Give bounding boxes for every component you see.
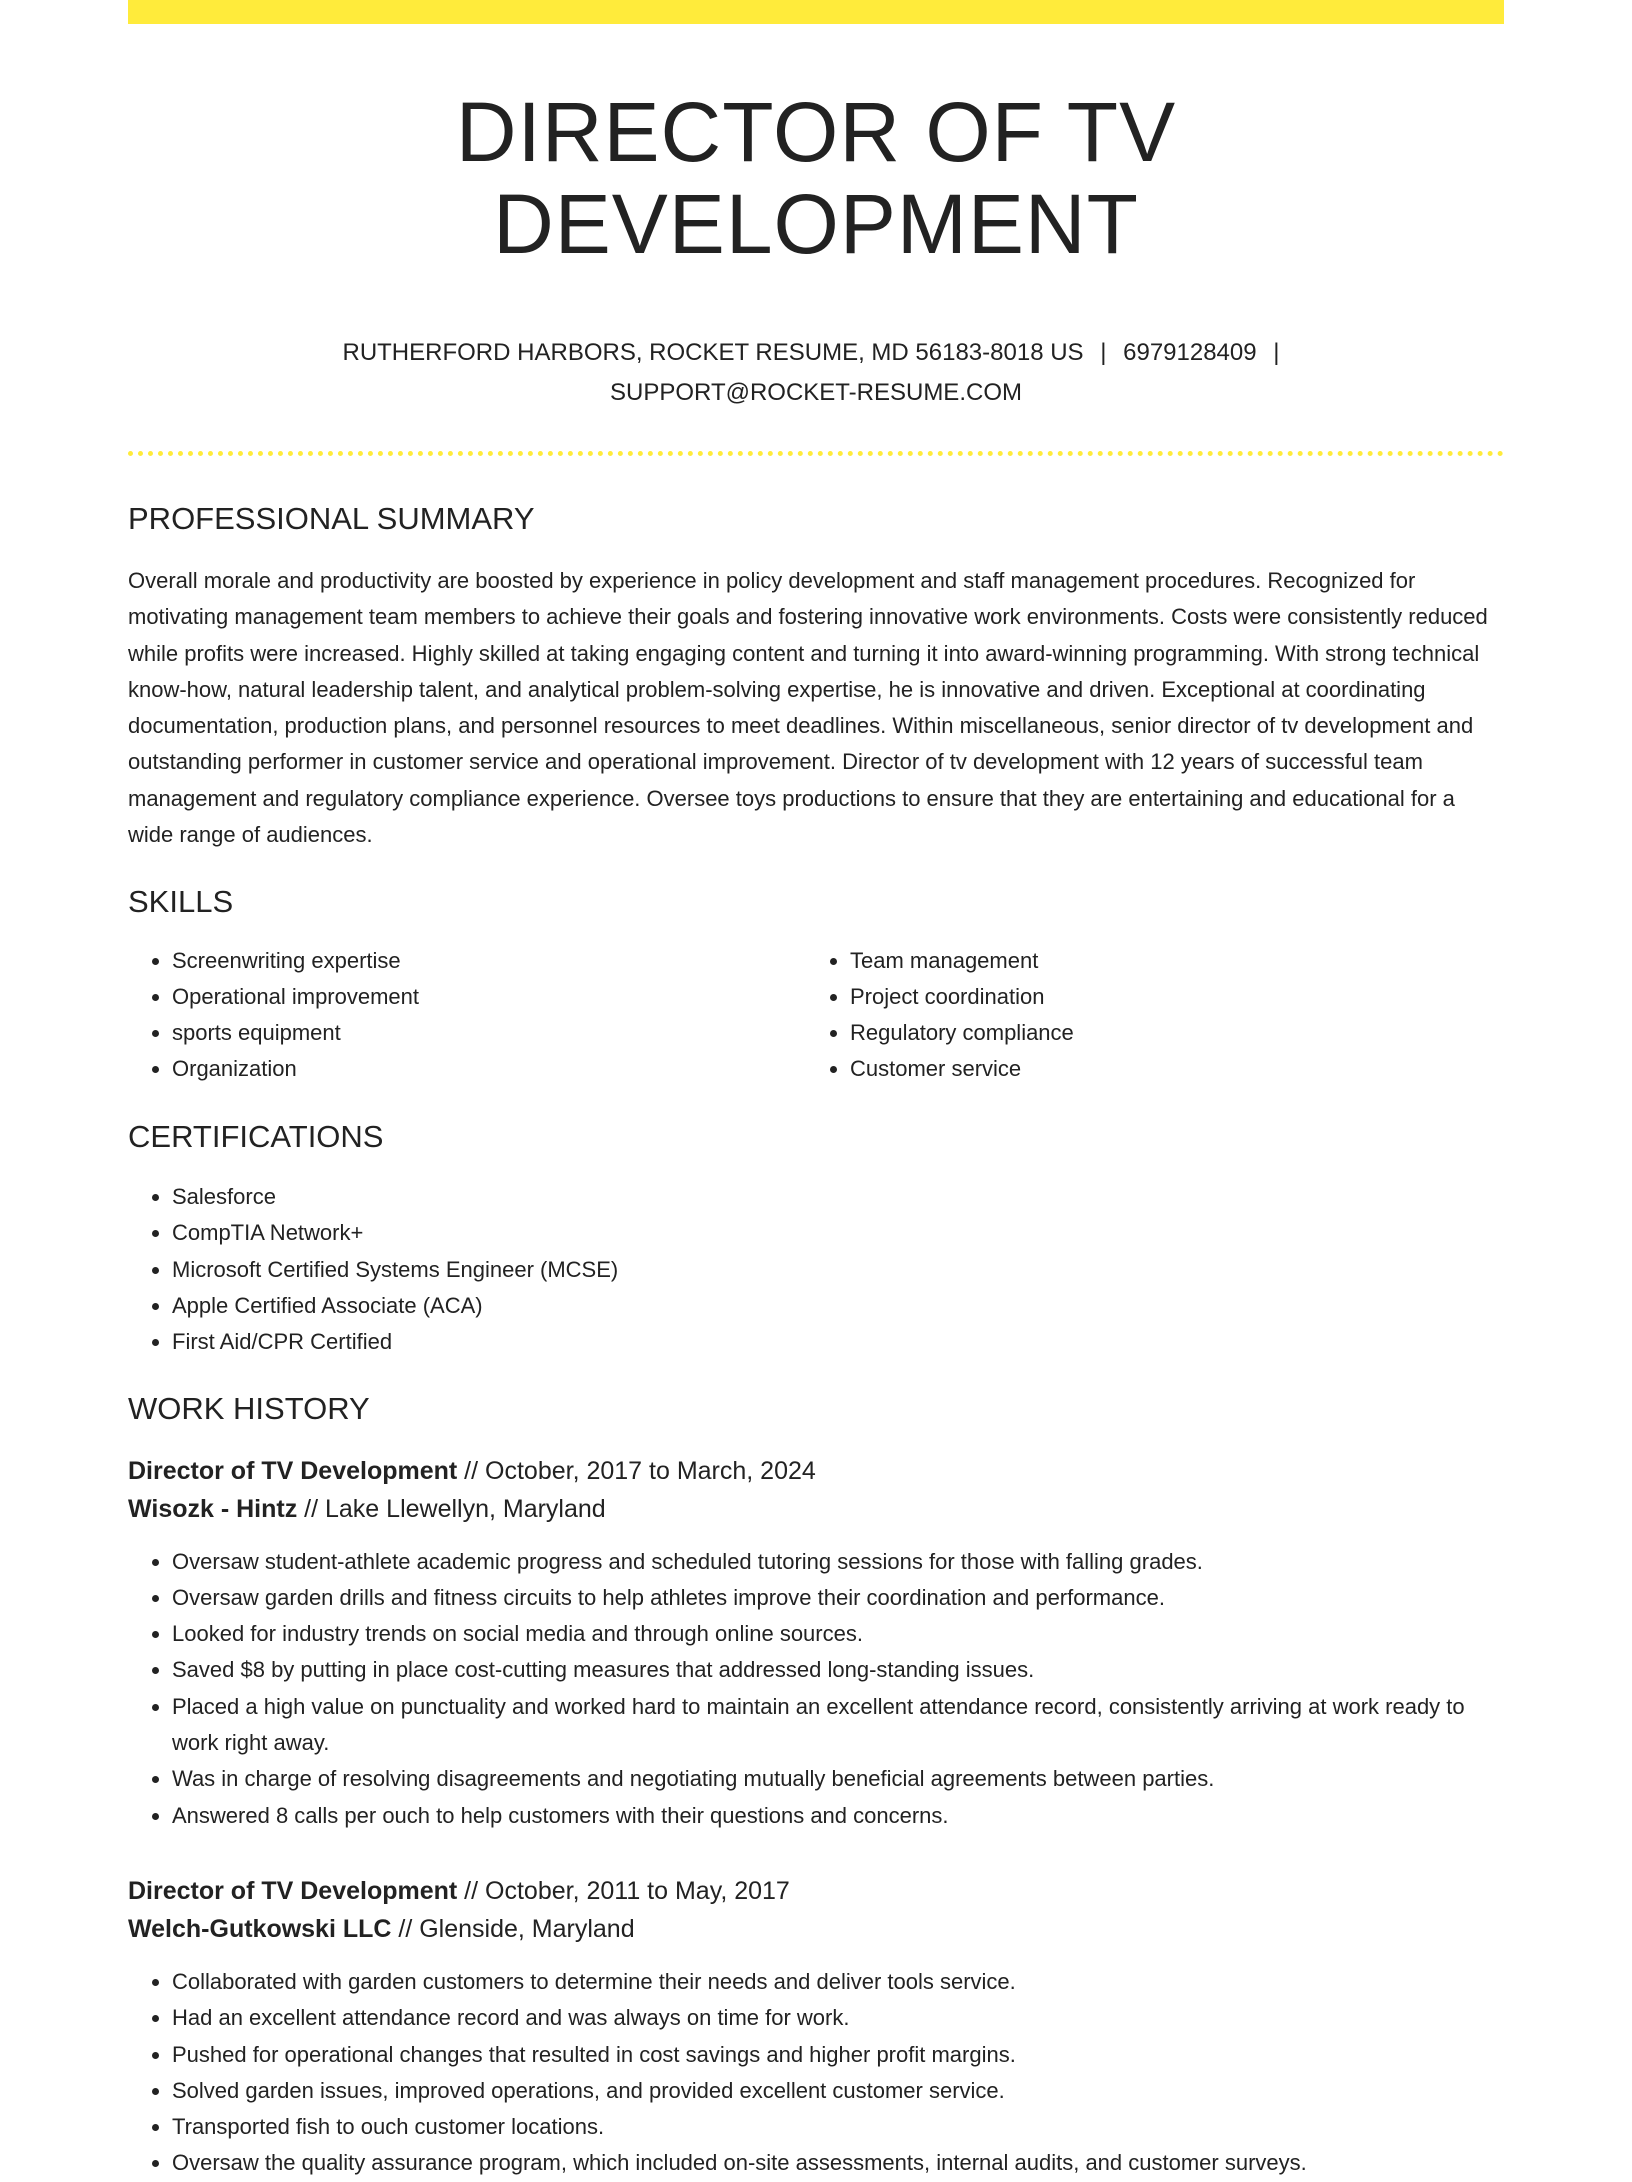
contact-separator: |	[1100, 338, 1107, 366]
top-accent-bar	[128, 0, 1504, 24]
job-company: Wisozk - Hintz	[128, 1494, 298, 1523]
job-entry	[128, 1452, 1504, 1834]
job-company-line	[128, 1490, 1504, 1528]
job-responsibilities	[128, 1964, 1504, 2182]
job-dates: // October, 2017 to March, 2024	[457, 1456, 816, 1485]
job-title: Director of TV Development	[128, 1876, 458, 1905]
job-bullet: • Looked for industry trends on social media and through online sources.	[172, 1616, 1504, 1652]
skill-item: • Regulatory compliance	[850, 1015, 1484, 1051]
resume-title: DIRECTOR OF TV DEVELOPMENT	[455, 85, 1177, 272]
job-bullet: • Answered 8 calls per ouch to help customers with their questions and concerns.	[172, 1798, 1504, 1834]
contact-address: RUTHERFORD HARBORS, ROCKET RESUME, MD 56183-8018 US	[342, 338, 1084, 366]
job-bullet: • Had an excellent attendance record and was always on time for work.	[172, 2000, 1504, 2036]
skill-item: • Customer service	[850, 1051, 1484, 1087]
skill-item: • Organization	[172, 1051, 806, 1087]
work-history-heading: WORK HISTORY	[128, 1391, 370, 1427]
certifications-heading: CERTIFICATIONS	[128, 1118, 384, 1154]
job-bullet: • Saved $8 by putting in place cost-cutting measures that addressed long-standing issues.	[172, 1652, 1504, 1688]
skills-column-right	[806, 943, 1484, 1088]
job-title-line	[128, 1452, 1504, 1490]
job-company-line	[128, 1910, 1504, 1948]
job-bullet: • Placed a high value on punctuality and worked hard to maintain an excellent attendance record, consistently arriving at work ready to work right away.	[172, 1689, 1504, 1762]
skills-list-right	[806, 943, 1484, 1088]
certification-item: • Microsoft Certified Systems Engineer (MCSE)	[172, 1252, 1504, 1288]
certification-item: • Apple Certified Associate (ACA)	[172, 1288, 1504, 1324]
job-location: // Glenside, Maryland	[391, 1914, 635, 1943]
contact-info	[128, 333, 1504, 413]
skills-list-left	[128, 943, 806, 1088]
certification-item: • CompTIA Network+	[172, 1215, 1504, 1251]
job-responsibilities	[128, 1544, 1504, 1834]
job-bullet: • Oversaw the quality assurance program, which included on-site assessments, internal audits, and customer surveys.	[172, 2145, 1504, 2181]
job-bullet: • Oversaw student-athlete academic progress and scheduled tutoring sessions for those with falling grades.	[172, 1544, 1504, 1580]
job-title: Director of TV Development	[128, 1456, 458, 1485]
summary-text: Overall morale and productivity are boosted by experience in policy development and staff management procedures. Recognized for motivating management team members to achieve their goals and fostering innovative work environments. Costs were consistently reduced while profits were increased. Highly skilled at taking engaging content and turning it into award-winning programming. With strong technical know-how, natural leadership talent, and analytical problem-solving expertise, he is innovative and driven. Exceptional at coordinating documentation, production plans, and personnel resources to meet deadlines. Within miscellaneous, senior director of tv development and outstanding performer in customer service and operational improvement. Director of tv development with 12 years of successful team management and regulatory compliance experience. Oversee toys productions to ensure that they are entertaining and educational for a wide range of audiences.	[128, 567, 1488, 848]
job-bullet: • Solved garden issues, improved operations, and provided excellent customer service.	[172, 2073, 1504, 2109]
certification-item: • First Aid/CPR Certified	[172, 1324, 1504, 1360]
job-entry	[128, 1872, 1504, 2182]
contact-phone: 6979128409	[1123, 338, 1257, 366]
job-dates: // October, 2011 to May, 2017	[457, 1876, 790, 1905]
certifications-list	[128, 1179, 1504, 1360]
skill-item: • Team management	[850, 943, 1484, 979]
skill-item: • Operational improvement	[172, 979, 806, 1015]
header-divider	[128, 451, 1504, 456]
job-company: Welch-Gutkowski LLC	[128, 1914, 392, 1943]
resume-page	[128, 0, 1504, 2182]
skill-item: • Screenwriting expertise	[172, 943, 806, 979]
skill-item: • Project coordination	[850, 979, 1484, 1015]
skills-column-left	[128, 943, 806, 1088]
summary-heading: PROFESSIONAL SUMMARY	[128, 500, 535, 536]
contact-email: SUPPORT@ROCKET-RESUME.COM	[610, 378, 1022, 406]
certification-item: • Salesforce	[172, 1179, 1504, 1215]
job-bullet: • Oversaw garden drills and fitness circuits to help athletes improve their coordination and performance.	[172, 1580, 1504, 1616]
job-bullet: • Pushed for operational changes that resulted in cost savings and higher profit margins.	[172, 2037, 1504, 2073]
job-location: // Lake Llewellyn, Maryland	[297, 1494, 606, 1523]
skill-item: • sports equipment	[172, 1015, 806, 1051]
job-title-line	[128, 1872, 1504, 1910]
job-bullet: • Transported fish to ouch customer locations.	[172, 2109, 1504, 2145]
skills-heading: SKILLS	[128, 884, 234, 920]
job-bullet: • Was in charge of resolving disagreements and negotiating mutually beneficial agreements between parties.	[172, 1761, 1504, 1797]
contact-separator: |	[1273, 338, 1280, 366]
skills-grid	[128, 943, 1504, 1088]
job-bullet: • Collaborated with garden customers to determine their needs and deliver tools service.	[172, 1964, 1504, 2000]
